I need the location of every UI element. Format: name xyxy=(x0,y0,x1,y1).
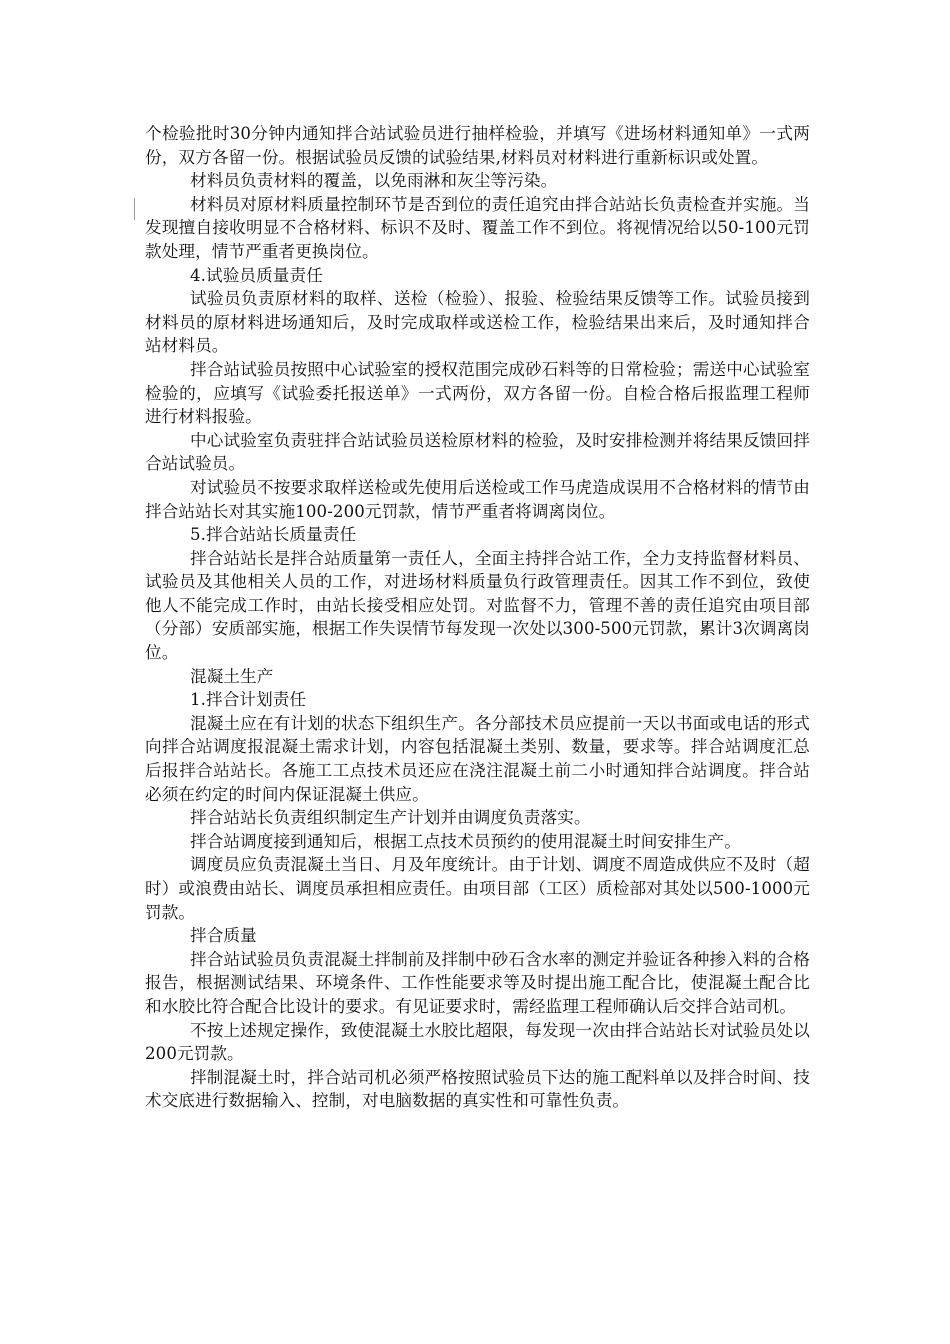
margin-change-bar xyxy=(134,198,135,220)
paragraph-1: 个检验批时30分钟内通知拌合站试验员进行抽样检验，并填写《进场材料通知单》一式两份，双方各留一份。根据试验员反馈的试验结果,材料员对材料进行重新标识或处置。 xyxy=(145,124,810,167)
paragraph-8: 对试验员不按要求取样送检或先使用后送检或工作马虎造成误用不合格材料的情节由拌合站站长对其实施100-200元罚款，情节严重者将调离岗位。 xyxy=(145,477,810,521)
paragraph-16: 调度员应负责混凝土当日、月及年度统计。由于计划、调度不周造成供应不及时（超时）或浪费由站长、调度员承担相应责任。由项目部（工区）质检部对其处以500-1000元罚款。 xyxy=(145,855,810,922)
paragraph-13: 混凝土应在有计划的状态下组织生产。各分部技术员应提前一天以书面或电话的形式向拌合站调度报混凝土需求计划，内容包括混凝土类别、数量，要求等。拌合站调度汇总后报拌合站站长。各施工工点技术员还应在浇注混凝土前二小时通知拌合站调度。拌合站必须在约定的时间内保证混凝土供应。 xyxy=(145,713,810,804)
section-heading-mixing-quality: 拌合质量 xyxy=(190,926,257,946)
paragraph-19: 不按上述规定操作，致使混凝土水胶比超限，每发现一次由拌合站站长对试验员处以200元罚款。 xyxy=(145,1020,810,1064)
paragraph-6: 拌合站试验员按照中心试验室的授权范围完成砂石料等的日常检验；需送中心试验室检验的，应填写《试验委托报送单》一式两份，双方各留一份。自检合格后报监理工程师进行材料报验。 xyxy=(145,359,810,427)
paragraph-18: 拌合站试验员负责混凝土拌制前及拌制中砂石含水率的测定并验证各种掺入料的合格报告，根据测试结果、环境条件、工作性能要求等及时提出施工配合比，使混凝土配合比和水胶比符合配合比设计的要求。有见证要求时，需经监理工程师确认后交拌合站司机。 xyxy=(145,949,810,1016)
paragraph-3: 材料员对原材料质量控制环节是否到位的责任追究由拌合站站长负责检查并实施。当发现擅自接收明显不合格材料、标识不及时、覆盖工作不到位。将视情况给以50-100元罚款处理，情节严重者更换岗位。 xyxy=(145,194,810,261)
paragraph-20: 拌制混凝土时，拌合站司机必须严格按照试验员下达的施工配料单以及拌合时间、技术交底进行数据输入、控制，对电脑数据的真实性和可靠性负责。 xyxy=(145,1067,810,1111)
paragraph-7: 中心试验室负责驻拌合站试验员送检原材料的检验，及时安排检测并将结果反馈回拌合站试验员。 xyxy=(145,430,810,474)
paragraph-10: 拌合站站长是拌合站质量第一责任人，全面主持拌合站工作，全力支持监督材料员、试验员及其他相关人员的工作，对进场材料质量负行政管理责任。因其工作不到位，致使他人不能完成工作时，由站长接受相应处罚。对监督不力，管理不善的责任追究由项目部（分部）安质部实施，根据工作失误情节每发现一次处以300-500元罚款，累计3次调离岗位。 xyxy=(145,548,810,663)
section-heading-tester: 4.试验员质量责任 xyxy=(190,265,323,285)
paragraph-15: 拌合站调度接到通知后，根据工点技术员预约的使用混凝土时间安排生产。 xyxy=(190,831,741,851)
document-page xyxy=(145,122,810,1113)
section-heading-concrete-production: 混凝土生产 xyxy=(190,666,274,686)
paragraph-14: 拌合站站长负责组织制定生产计划并由调度负责落实。 xyxy=(190,808,591,828)
section-heading-station-master: 5.拌合站站长质量责任 xyxy=(190,525,357,545)
section-heading-mixing-plan: 1.拌合计划责任 xyxy=(190,690,307,710)
paragraph-5: 试验员负责原材料的取样、送检（检验）、报验、检验结果反馈等工作。试验员接到材料员的原材料进场通知后，及时完成取样或送检工作，检验结果出来后，及时通知拌合站材料员。 xyxy=(145,289,810,356)
paragraph-2: 材料员负责材料的覆盖，以免雨淋和灰尘等污染。 xyxy=(190,171,558,191)
